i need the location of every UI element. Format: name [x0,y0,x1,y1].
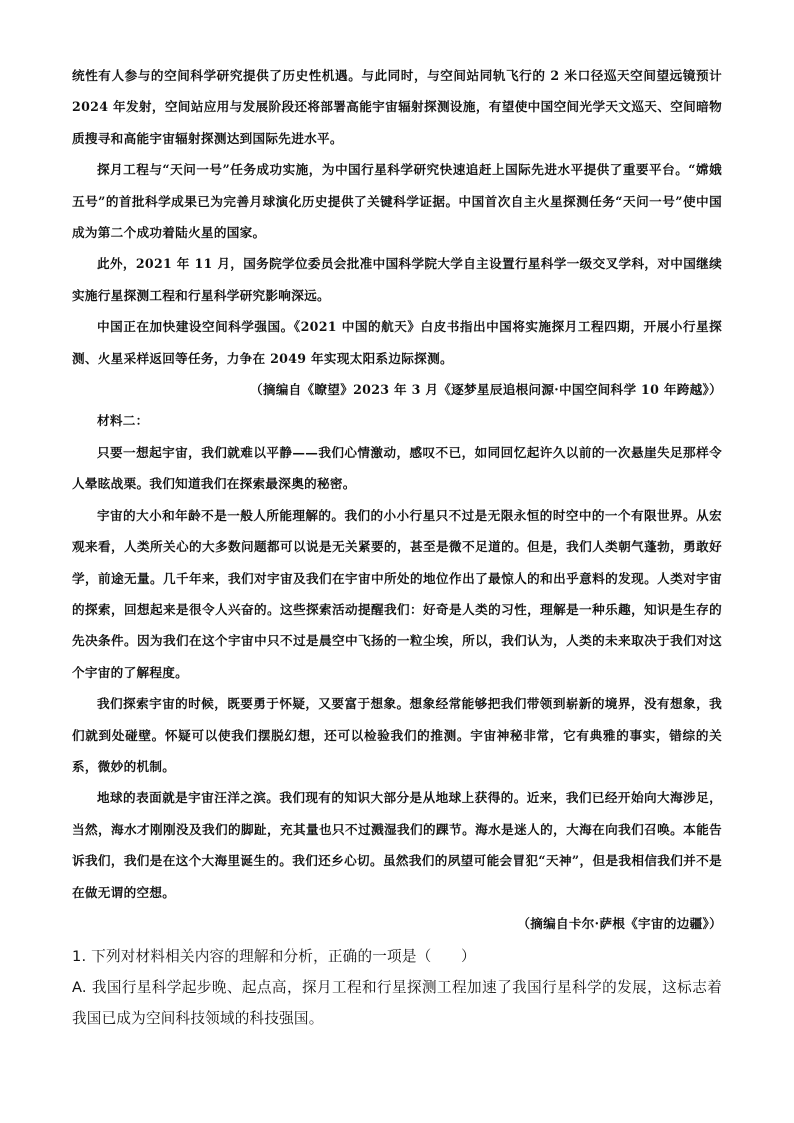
answer-option-a: A. 我国行星科学起步晚、起点高，探月工程和行星探测工程加速了我国行星科学的发展，这标志着我国已成为空间科技领域的科技强国。 [72,979,722,1028]
document-page [72,60,722,1034]
source-citation: （摘编自《瞭望》2023 年 3 月《逐梦星辰追根问源·中国空间科学 10 年跨越》） [249,382,722,398]
paragraph: 探月工程与“天问一号”任务成功实施，为中国行星科学研究快速追赶上国际先进水平提供了重要平台。“嫦娥五号”的首批科学成果已为完善月球演化历史提供了关键科学证据。中国首次自主火星探测任务“天问一号”使中国成为第二个成功着陆火星的国家。 [72,162,722,241]
paragraph: 宇宙的大小和年龄不是一般人所能理解的。我们的小小行星只不过是无限永恒的时空中的一个有限世界。从宏观来看，人类所关心的大多数问题都可以说是无关紧要的，甚至是微不足道的。但是，我们人类朝气蓬勃，勇敢好学，前途无量。几千年来，我们对宇宙及我们在宇宙中所处的地位作出了最惊人的和出乎意料的发现。人类对宇宙的探索，回想起来是很令人兴奋的。这些探索活动提醒我们：好奇是人类的习性，理解是一种乐趣，知识是生存的先决条件。因为我们在这个宇宙中只不过是晨空中飞扬的一粒尘埃，所以，我们认为，人类的未来取决于我们对这个宇宙的了解程度。 [72,507,722,680]
paragraph: 地球的表面就是宇宙汪洋之滨。我们现有的知识大部分是从地球上获得的。近来，我们已经开始向大海涉足，当然，海水才刚刚没及我们的脚趾，充其量也只不过溅湿我们的踝节。海水是迷人的，大海在向我们召唤。本能告诉我们，我们是在这个大海里诞生的。我们还乡心切。虽然我们的夙望可能会冒犯“天神”，但是我相信我们并不是在做无谓的空想。 [72,790,722,900]
material-label: 材料二： [97,413,149,429]
source-citation: （摘编自卡尔·萨根《宇宙的边疆》） [517,915,722,931]
question-stem: 1. 下列对材料相关内容的理解和分析，正确的一项是（ ） [72,948,476,966]
paragraph: 我们探索宇宙的时候，既要勇于怀疑，又要富于想象。想象经常能够把我们带领到崭新的境界，没有想象，我们就到处碰壁。怀疑可以使我们摆脱幻想，还可以检验我们的推测。宇宙神秘非常，它有典雅的事实，错综的关系，微妙的机制。 [72,696,722,774]
paragraph: 中国正在加快建设空间科学强国。《2021 中国的航天》白皮书指出中国将实施探月工程四期，开展小行星探测、火星采样返回等任务，力争在 2049 年实现太阳系边际探测。 [72,319,722,366]
paragraph: 统性有人参与的空间科学研究提供了历史性机遇。与此同时，与空间站同轨飞行的 2 米口径巡天空间望远镜预计 2024 年发射，空间站应用与发展阶段还将部署高能宇宙辐射探测设施，有望使中国空间光学天文巡天、空间暗物质搜寻和高能宇宙辐射探测达到国际先进水平。 [72,68,722,146]
paragraph: 只要一想起宇宙，我们就难以平静——我们心情激动，感叹不已，如同回忆起许久以前的一次悬崖失足那样令人晕眩战栗。我们知道我们在探索最深奥的秘密。 [72,444,722,492]
paragraph: 此外，2021 年 11 月，国务院学位委员会批准中国科学院大学自主设置行星科学一级交叉学科，对中国继续实施行星探测工程和行星科学研究影响深远。 [72,256,722,303]
